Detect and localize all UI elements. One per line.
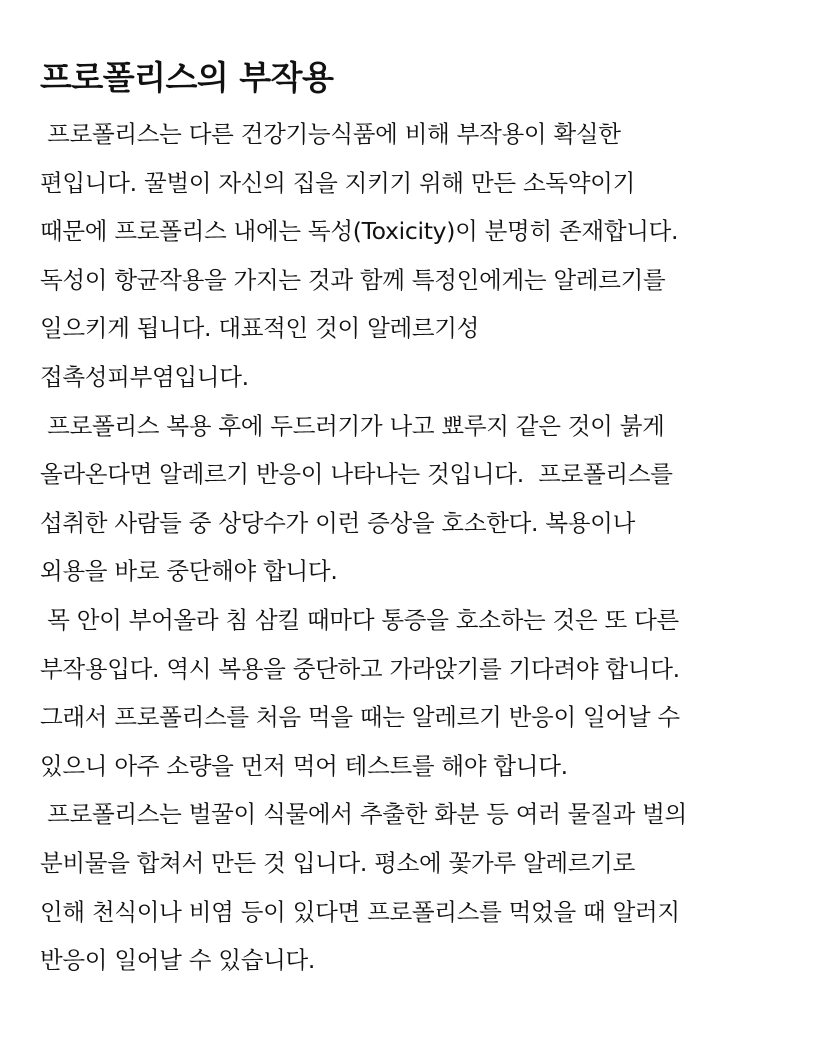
- text-line: 올라온다면 알레르기 반응이 나타나는 것입니다. 프로폴리스를: [40, 460, 673, 489]
- page-title: 프로폴리스의 부작용: [40, 58, 334, 97]
- text-line: 인해 천식이나 비염 등이 있다면 프로폴리스를 먹었을 때 알러지: [40, 897, 680, 926]
- text-line: 그래서 프로폴리스를 처음 먹을 때는 알레르기 반응이 일어날 수: [40, 703, 680, 732]
- text-line: 목 안이 부어올라 침 삼킬 때마다 통증을 호소하는 것은 또 다른: [40, 605, 679, 634]
- text-line: 부작용입다. 역시 복용을 중단하고 가라앉기를 기다려야 합니다.: [40, 654, 680, 683]
- text-line: 일으키게 됩니다. 대표적인 것이 알레르기성: [40, 314, 480, 343]
- document-body: [40, 110, 800, 985]
- text-line: 분비물을 합쳐서 만든 것 입니다. 평소에 꽃가루 알레르기로: [40, 848, 635, 877]
- text-line: 반응이 일어날 수 있습니다.: [40, 946, 316, 975]
- text-line: 있으니 아주 소량을 먼저 먹어 테스트를 해야 합니다.: [40, 751, 568, 780]
- document: [40, 52, 800, 985]
- text-line: 섭취한 사람들 중 상당수가 이런 증상을 호소한다. 복용이나: [40, 508, 635, 537]
- text-line: 편입니다. 꿀벌이 자신의 집을 지키기 위해 만든 소독약이기: [40, 168, 635, 197]
- text-line: 접촉성피부염입니다.: [40, 362, 249, 391]
- text-line: 때문에 프로폴리스 내에는 독성(Toxicity)이 분명히 존재합니다.: [40, 217, 679, 246]
- text-line: 프로폴리스는 다른 건강기능식품에 비해 부작용이 확실한: [40, 120, 621, 148]
- text-line: 외용을 바로 중단해야 합니다.: [40, 557, 338, 586]
- text-line: 프로폴리스는 벌꿀이 식물에서 추출한 화분 등 여러 물질과 벌의: [40, 800, 687, 829]
- text-line: 독성이 항균작용을 가지는 것과 함께 특정인에게는 알레르기를: [40, 265, 666, 294]
- text-line: 프로폴리스 복용 후에 두드러기가 나고 뾰루지 같은 것이 붉게: [40, 411, 665, 440]
